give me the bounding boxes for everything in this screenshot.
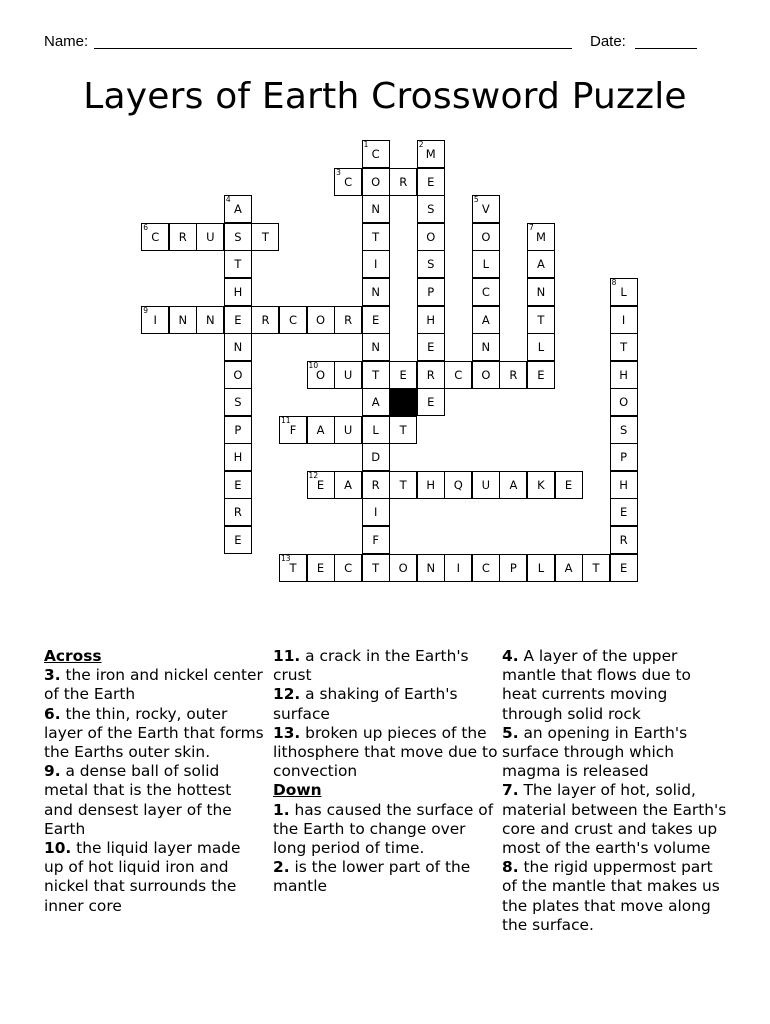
cell-letter: U	[481, 477, 491, 492]
clue-text: an opening in Earth's surface through which magma is released	[502, 723, 688, 781]
grid-cell[interactable]	[362, 388, 390, 416]
cell-letter: F	[372, 532, 379, 547]
cell-letter: T	[234, 257, 242, 272]
cell-letter: U	[343, 422, 353, 437]
grid-cell[interactable]	[417, 306, 445, 334]
cell-number: 1	[363, 140, 369, 150]
cell-letter: E	[234, 477, 242, 492]
cell-number: 2	[418, 140, 424, 150]
clue-text: a dense ball of solid metal that is the hottest and densest layer of the Earth	[44, 762, 232, 838]
clue-down-8	[502, 858, 727, 935]
grid-cell[interactable]	[417, 333, 445, 361]
clue-number: 2.	[273, 858, 290, 877]
cell-letter: O	[481, 367, 491, 382]
cell-letter: O	[619, 395, 629, 410]
cell-letter: A	[509, 477, 518, 492]
grid-cell[interactable]	[224, 498, 252, 526]
grid-cell[interactable]	[334, 416, 362, 444]
grid-cell[interactable]	[417, 223, 445, 251]
grid-cell[interactable]	[362, 498, 390, 526]
cell-letter: I	[621, 312, 626, 327]
cell-letter: E	[564, 477, 573, 492]
clue-across-11	[273, 647, 498, 685]
cell-number: 13	[281, 553, 291, 563]
grid-cell[interactable]	[527, 250, 555, 278]
cell-letter: U	[206, 229, 215, 244]
clue-text: the rigid uppermost part of the mantle that makes us the plates that move along the surface.	[502, 858, 720, 934]
grid-cell[interactable]	[610, 333, 638, 361]
cell-number: 4	[225, 195, 231, 205]
grid-cell[interactable]	[499, 554, 527, 582]
cell-letter: I	[153, 312, 157, 327]
cell-letter: E	[234, 532, 242, 547]
cell-letter: S	[427, 257, 435, 272]
grid-cell[interactable]	[472, 278, 500, 306]
cell-letter: S	[427, 202, 435, 217]
grid-cell[interactable]	[527, 333, 555, 361]
grid-cell[interactable]	[251, 223, 279, 251]
grid-cell[interactable]	[251, 306, 279, 334]
grid-cell[interactable]	[527, 278, 555, 306]
cell-letter: R	[261, 312, 270, 327]
clue-number: 3.	[44, 666, 61, 685]
grid-cell[interactable]	[472, 554, 500, 582]
grid-cell[interactable]	[307, 361, 335, 389]
cell-letter: I	[373, 257, 378, 272]
cell-letter: R	[509, 367, 518, 382]
grid-cell[interactable]	[224, 223, 252, 251]
cell-letter: A	[233, 202, 242, 217]
clues-column-1	[44, 647, 264, 916]
clue-number: 12.	[273, 685, 301, 704]
cell-number: 8	[611, 278, 617, 287]
cell-number: 9	[143, 305, 149, 315]
cell-number: 6	[143, 222, 149, 232]
cell-letter: M	[425, 147, 436, 162]
cell-letter: E	[427, 395, 435, 410]
cell-letter: N	[371, 202, 380, 217]
clue-down-2	[273, 858, 498, 896]
cell-letter: N	[426, 560, 436, 575]
clue-text: The layer of hot, solid, material between the Earth's core and crust and takes up most of the earth's volume	[502, 781, 727, 858]
clue-text: A layer of the upper mantle that flows due to heat currents moving through solid rock	[502, 647, 691, 723]
cell-letter: R	[344, 312, 353, 327]
grid-cell[interactable]	[389, 416, 417, 444]
grid-cell[interactable]	[362, 333, 390, 361]
cell-letter: T	[372, 367, 380, 382]
grid-cell[interactable]	[389, 168, 417, 196]
cell-letter: E	[619, 560, 628, 575]
clue-text: a crack in the Earth's crust	[273, 647, 469, 685]
cell-letter: S	[234, 229, 242, 244]
grid-cell[interactable]	[527, 223, 555, 251]
cell-letter: H	[233, 285, 243, 299]
grid-cell[interactable]	[472, 250, 500, 278]
grid-cell[interactable]	[196, 223, 224, 251]
clue-text: has caused the surface of the Earth to change over long period of time.	[273, 800, 494, 858]
cell-letter: Q	[453, 477, 463, 492]
cell-letter: P	[620, 450, 628, 465]
clue-across-13	[273, 724, 498, 782]
cell-letter: O	[481, 229, 491, 244]
grid-cell[interactable]	[224, 416, 252, 444]
grid-cell[interactable]	[196, 306, 224, 334]
cell-letter: K	[537, 477, 545, 492]
cell-letter: S	[619, 422, 628, 437]
grid-cell[interactable]	[610, 416, 638, 444]
grid-cell[interactable]	[555, 554, 583, 582]
grid-cell[interactable]	[417, 554, 445, 582]
clue-number: 13.	[273, 723, 301, 742]
grid-cell[interactable]	[224, 388, 252, 416]
cell-letter: H	[619, 477, 628, 492]
grid-cell[interactable]	[334, 168, 362, 196]
clue-down-7	[502, 781, 727, 858]
name-label: Name:	[44, 33, 89, 50]
grid-cell[interactable]	[279, 554, 307, 582]
grid-cell[interactable]	[610, 498, 638, 526]
cell-letter: I	[373, 505, 378, 520]
cell-letter: O	[371, 174, 381, 189]
cell-letter: R	[233, 505, 242, 520]
clue-across-6	[44, 705, 264, 763]
grid-cell[interactable]	[224, 443, 252, 471]
grid-cell[interactable]	[224, 250, 252, 278]
grid-block-cell	[389, 388, 417, 416]
grid-cell[interactable]	[417, 278, 445, 306]
grid-cell[interactable]	[417, 388, 445, 416]
grid-cell[interactable]	[444, 471, 472, 499]
cell-letter: H	[426, 312, 436, 327]
clue-number: 5.	[502, 723, 519, 742]
cell-letter: H	[426, 477, 436, 492]
cell-letter: R	[178, 229, 187, 244]
cell-letter: N	[371, 285, 380, 299]
grid-cell[interactable]	[279, 416, 307, 444]
grid-cell[interactable]	[472, 471, 500, 499]
grid-cell[interactable]	[472, 223, 500, 251]
cell-letter: A	[564, 560, 573, 575]
cell-letter: F	[289, 422, 297, 437]
clue-down-5	[502, 724, 727, 782]
cell-letter: E	[537, 367, 545, 382]
cell-letter: P	[509, 560, 517, 575]
cell-letter: C	[454, 367, 463, 382]
cell-letter: L	[537, 340, 545, 355]
grid-cell[interactable]	[224, 526, 252, 554]
cell-letter: A	[344, 477, 353, 492]
cell-letter: T	[372, 560, 380, 575]
grid-cell[interactable]	[362, 278, 390, 306]
cell-letter: C	[481, 560, 490, 575]
grid-cell[interactable]	[610, 278, 638, 306]
cell-letter: L	[482, 257, 490, 272]
grid-cell[interactable]	[362, 416, 390, 444]
cell-letter: M	[535, 229, 546, 244]
cell-letter: A	[316, 422, 325, 437]
grid-cell[interactable]	[362, 140, 390, 168]
cell-letter: N	[481, 340, 491, 355]
cell-letter: O	[233, 367, 243, 382]
cell-letter: L	[620, 285, 627, 299]
cell-letter: E	[399, 367, 407, 382]
grid-cell[interactable]	[610, 526, 638, 554]
clue-number: 1.	[273, 800, 290, 819]
grid-cell[interactable]	[141, 223, 169, 251]
cell-letter: O	[316, 367, 326, 382]
down-heading: Down	[273, 781, 322, 800]
grid-cell[interactable]	[224, 333, 252, 361]
cell-letter: C	[344, 174, 353, 189]
clue-number: 6.	[44, 704, 61, 723]
grid-cell[interactable]	[527, 306, 555, 334]
grid-cell[interactable]	[362, 195, 390, 223]
grid-cell[interactable]	[610, 361, 638, 389]
grid-cell[interactable]	[472, 195, 500, 223]
grid-cell[interactable]	[362, 471, 390, 499]
grid-cell[interactable]	[472, 333, 500, 361]
grid-cell[interactable]	[224, 306, 252, 334]
page-title: Layers of Earth Crossword Puzzle	[83, 76, 687, 117]
cell-letter: L	[537, 560, 545, 575]
cell-letter: H	[619, 367, 628, 382]
clue-across-10	[44, 839, 264, 916]
cell-number: 11	[281, 415, 291, 425]
cell-letter: T	[537, 312, 545, 327]
grid-cell[interactable]	[472, 361, 500, 389]
grid-cell[interactable]	[224, 278, 252, 306]
grid-cell[interactable]	[610, 443, 638, 471]
clue-down-4	[502, 647, 727, 724]
cell-letter: O	[426, 229, 436, 244]
clue-text: a shaking of Earth's surface	[273, 685, 458, 723]
cell-letter: L	[372, 422, 379, 437]
grid-cell[interactable]	[389, 471, 417, 499]
grid-cell[interactable]	[472, 306, 500, 334]
cell-letter: T	[592, 560, 600, 575]
grid-cell[interactable]	[334, 306, 362, 334]
grid-cell[interactable]	[334, 361, 362, 389]
cell-letter: H	[233, 450, 243, 465]
grid-cell[interactable]	[610, 388, 638, 416]
grid-cell[interactable]	[417, 168, 445, 196]
cell-letter: O	[398, 560, 408, 575]
grid-cell[interactable]	[362, 526, 390, 554]
clue-text: broken up pieces of the lithosphere that move due to convection	[273, 723, 498, 781]
cell-letter: E	[372, 312, 380, 327]
cell-number: 12	[308, 470, 319, 480]
cell-letter: P	[427, 285, 435, 299]
clues-column-3	[502, 647, 727, 935]
cell-number: 10	[308, 360, 319, 370]
cell-letter: R	[426, 367, 435, 382]
clue-text: the thin, rocky, outer layer of the Earth that forms the Earths outer skin.	[44, 704, 264, 762]
cell-letter: N	[371, 340, 380, 355]
cell-letter: V	[481, 202, 490, 217]
cell-letter: C	[288, 312, 298, 327]
cell-letter: S	[234, 395, 242, 410]
grid-cell[interactable]	[610, 306, 638, 334]
grid-cell[interactable]	[362, 554, 390, 582]
cell-letter: O	[316, 312, 326, 327]
grid-cell[interactable]	[417, 471, 445, 499]
clue-text: the iron and nickel center of the Earth	[44, 666, 263, 704]
cell-letter: N	[206, 312, 215, 327]
grid-cell[interactable]	[389, 361, 417, 389]
cell-number: 3	[336, 167, 341, 177]
clue-number: 9.	[44, 762, 61, 781]
clue-number: 4.	[502, 647, 519, 665]
grid-cell[interactable]	[334, 554, 362, 582]
grid-cell[interactable]	[555, 471, 583, 499]
cell-letter: T	[620, 340, 628, 355]
grid-cell[interactable]	[610, 471, 638, 499]
cell-letter: C	[371, 147, 380, 162]
grid-cell[interactable]	[362, 443, 390, 471]
grid-cell[interactable]	[527, 554, 555, 582]
grid-cell[interactable]	[334, 471, 362, 499]
grid-cell[interactable]	[362, 306, 390, 334]
grid-cell[interactable]	[499, 361, 527, 389]
cell-letter: T	[372, 229, 380, 244]
cell-letter: A	[371, 395, 380, 410]
cell-letter: R	[619, 532, 628, 547]
grid-cell[interactable]	[307, 416, 335, 444]
cell-letter: E	[316, 477, 325, 492]
grid-cell[interactable]	[362, 168, 390, 196]
clue-number: 8.	[502, 858, 519, 877]
across-heading: Across	[44, 647, 102, 665]
grid-cell[interactable]	[224, 195, 252, 223]
grid-cell[interactable]	[362, 223, 390, 251]
grid-cell[interactable]	[224, 471, 252, 499]
cell-letter: T	[399, 477, 407, 492]
grid-cell[interactable]	[582, 554, 610, 582]
cell-letter: C	[151, 229, 160, 244]
grid-cell[interactable]	[417, 361, 445, 389]
grid-cell[interactable]	[279, 306, 307, 334]
grid-cell[interactable]	[169, 306, 197, 334]
cell-letter: N	[233, 340, 243, 355]
grid-cell[interactable]	[389, 554, 417, 582]
cell-number: 7	[528, 222, 534, 232]
cell-letter: E	[427, 340, 435, 355]
cell-letter: E	[619, 505, 628, 520]
cell-letter: P	[234, 422, 242, 437]
grid-cell[interactable]	[141, 306, 169, 334]
cell-letter: N	[178, 312, 188, 327]
cell-letter: R	[399, 174, 408, 189]
cell-letter: N	[536, 285, 546, 299]
cell-letter: C	[481, 285, 490, 299]
cell-letter: E	[234, 312, 242, 327]
clue-text: the liquid layer made up of hot liquid iron and nickel that surrounds the inner core	[44, 839, 241, 915]
grid-cell[interactable]	[417, 195, 445, 223]
cell-letter: I	[456, 560, 460, 575]
clue-across-3	[44, 666, 264, 704]
cell-letter: T	[261, 229, 269, 244]
grid-cell[interactable]	[307, 306, 335, 334]
cell-letter: D	[371, 450, 381, 465]
cell-letter: A	[537, 257, 545, 272]
cell-letter: R	[371, 477, 380, 492]
grid-cell[interactable]	[444, 361, 472, 389]
cell-letter: E	[316, 560, 325, 575]
clues-column-2	[273, 647, 498, 897]
date-label: Date:	[590, 33, 626, 50]
cell-letter: T	[399, 422, 407, 437]
grid-cell[interactable]	[527, 361, 555, 389]
clue-number: 7.	[502, 781, 519, 800]
grid-cell[interactable]	[307, 554, 335, 582]
clue-text: is the lower part of the mantle	[273, 858, 471, 896]
cell-letter: E	[427, 174, 435, 189]
grid-cell[interactable]	[307, 471, 335, 499]
clue-across-12	[273, 685, 498, 723]
clue-number: 11.	[273, 647, 301, 665]
grid-cell[interactable]	[169, 223, 197, 251]
grid-cell[interactable]	[444, 554, 472, 582]
cell-letter: U	[343, 367, 353, 382]
clue-number: 10.	[44, 839, 72, 858]
grid-cell[interactable]	[610, 554, 638, 582]
grid-cell[interactable]	[362, 250, 390, 278]
grid-cell[interactable]	[417, 250, 445, 278]
grid-cell[interactable]	[417, 140, 445, 168]
grid-cell[interactable]	[224, 361, 252, 389]
grid-cell[interactable]	[362, 361, 390, 389]
grid-cell[interactable]	[527, 471, 555, 499]
cell-number: 5	[473, 195, 479, 205]
clue-across-9	[44, 762, 264, 839]
cell-letter: T	[289, 560, 297, 575]
cell-letter: C	[344, 560, 353, 575]
cell-letter: A	[481, 312, 490, 327]
grid-cell[interactable]	[499, 471, 527, 499]
clue-down-1	[273, 801, 498, 859]
